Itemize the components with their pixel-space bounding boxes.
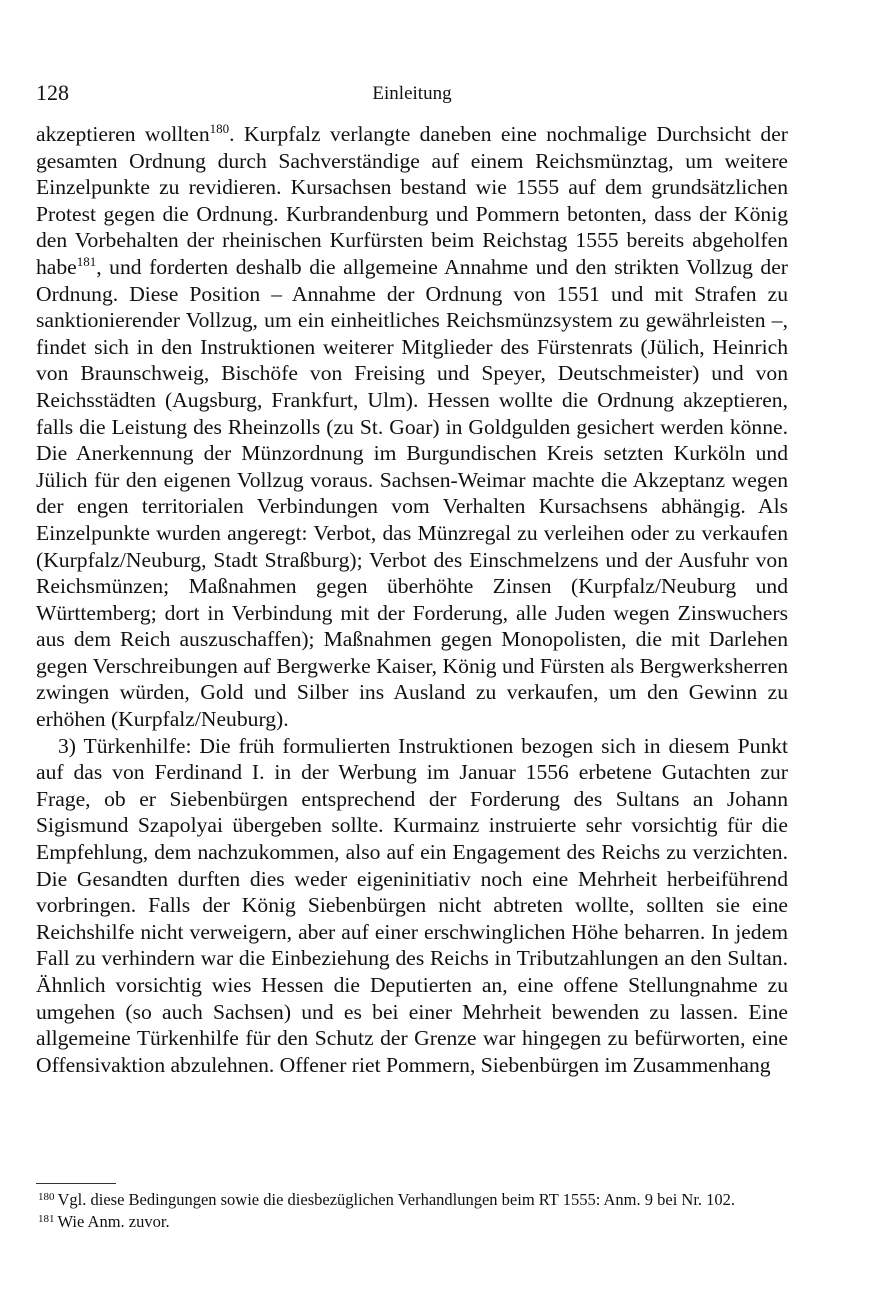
- page-header: [36, 80, 788, 110]
- body-text: [36, 121, 788, 1078]
- footnotes: [36, 1188, 788, 1231]
- footnote-text: Vgl. diese Bedingungen sowie die diesbezüglichen Verhandlungen beim RT 1555: Anm. 9 bei Nr. 102.: [57, 1190, 736, 1209]
- text-run: akzeptieren wollten: [36, 122, 210, 146]
- footnote-text: Wie Anm. zuvor.: [57, 1211, 170, 1231]
- footnote: [36, 1210, 788, 1232]
- footnote-divider: [36, 1183, 116, 1184]
- paragraph: 3) Türkenhilfe: Die früh formulierten Instruktionen bezogen sich in diesem Punkt auf das von Ferdinand I. in der Werbung im Januar 1556 erbetene Gutachten zur Frage, ob er Siebenbürgen entsprechend der Forderung des Sultans an Johann Sigismund Szapolyai übergeben sollte. Kurmainz instruierte sehr vorsichtig für die Empfehlung, dem nachzukommen, also auf ein Engagement des Reichs zu verzichten. Die Gesandten durften dies weder eigeninitiativ noch eine Mehrheit herbeiführend vorbringen. Falls der König Siebenbürgen nicht abtreten wollte, sollten sie eine Reichshilfe nicht verweigern, aber auf einer erschwinglichen Höhe beharren. In jedem Fall zu verhindern war die Einbeziehung des Reichs in Tributzahlungen an den Sultan. Ähnlich vorsichtig wies Hessen die Deputierten an, eine offene Stellungnahme zu umgehen (so auch Sachsen) und es bei einer Mehrheit bewenden zu lassen. Eine allgemeine Türkenhilfe für den Schutz der Grenze war hingegen zu befürworten, eine Offensivaktion abzulehnen. Offener riet Pommern, Siebenbürgen im Zusammenhang: [36, 733, 788, 1077]
- footnote-number: 181: [38, 1212, 55, 1225]
- text-run: , und forderten deshalb die allgemeine Annahme und den strikten Vollzug der Ordnung. Diese Position – Annahme der Ordnung von 1551 und mit Strafen zu sanktionierender Vollzug, um ein einheitliches Reichsmünzsystem zu gewährleisten –, findet sich in den Instruktionen weiterer Mitglieder des Fürstenrats (Jülich, Heinrich von Braunschweig, Bischöfe von Freising und Speyer, Deutschmeister) und von Reichsstädten (Augsburg, Frankfurt, Ulm). Hessen wollte die Ordnung akzeptieren, falls die Leistung des Rheinzolls (zu St. Goar) in Goldgulden gesichert werden könne. Die Anerkennung der Münzordnung im Burgundischen Kreis setzten Kurköln und Jülich für den eigenen Vollzug voraus. Sachsen-Weimar machte die Akzeptanz wegen der engen territorialen Verbindungen vom Verhalten Kursachsens abhängig. Als Einzelpunkte wurden angeregt: Verbot, das Münzregal zu verleihen oder zu verkaufen (Kurpfalz/Neuburg, Stadt Straßburg); Verbot des Einschmelzens und der Ausfuhr von Reichsmünzen; Maßnahmen gegen überhöhte Zinsen (Kurpfalz/Neuburg und Württemberg; dort in Verbindung mit der Forderung, alle Juden wegen Zinswuchers aus dem Reich auszuschaffen); Maßnahmen gegen Monopolisten, die mit Darlehen gegen Verschreibungen auf Bergwerke Kaiser, König und Fürsten als Bergwerksherren zwingen würden, Gold und Silber ins Ausland zu verkaufen, um den Gewinn zu erhöhen (Kurpfalz/Neuburg).: [36, 254, 788, 732]
- footnote-number: 180: [38, 1191, 55, 1203]
- paragraph: [36, 121, 788, 733]
- footnote: [36, 1188, 788, 1210]
- footnote-reference: 180: [209, 121, 230, 136]
- page-number: 128: [36, 80, 69, 105]
- running-head: Einleitung: [372, 83, 452, 104]
- text-run: . Kurpfalz verlangte daneben eine nochmalige Durchsicht der gesamten Ordnung durch Sachverständige auf einem Reichsmünztag, um weitere Einzelpunkte zu revidieren. Kursachsen bestand wie 1555 auf dem grundsätzlichen Protest gegen die Ordnung. Kurbrandenburg und Pommern betonten, dass der König den Vorbehalten der rheinischen Kurfürsten beim Reichstag 1555 bereits abgeholfen habe: [36, 122, 788, 279]
- footnote-reference: 181: [76, 253, 97, 269]
